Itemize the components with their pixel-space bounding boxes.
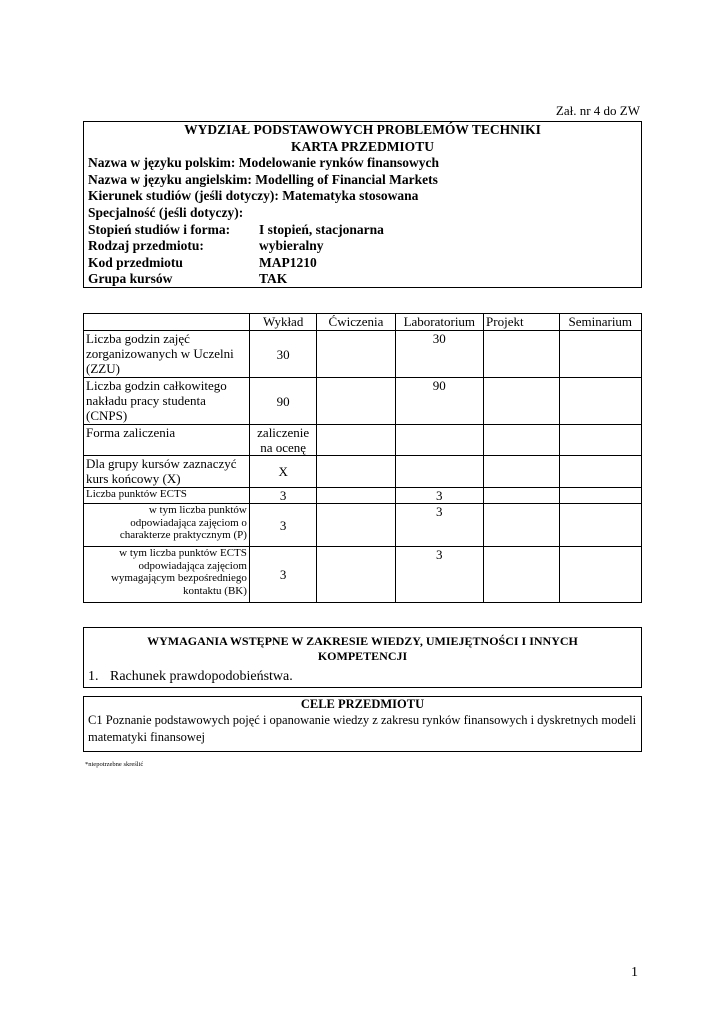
table-cell xyxy=(395,425,483,456)
row-label: w tym liczba punktów odpowiadająca zajęciom o charakterze praktycznym (P) xyxy=(84,504,250,547)
table-row xyxy=(84,504,642,547)
list-item-number: 1. xyxy=(88,669,99,684)
annex-label: Zał. nr 4 do ZW xyxy=(555,103,640,118)
column-header: Projekt xyxy=(484,314,560,331)
table-cell xyxy=(559,504,641,547)
study-level-row xyxy=(88,222,637,239)
table-cell xyxy=(559,331,641,378)
goals-text: C1 Poznanie podstawowych pojęć i opanowanie wiedzy z zakresu rynków finansowych i dyskretnych modeli matematyki finansowej xyxy=(88,713,637,744)
course-group-value: TAK xyxy=(259,271,288,287)
table-cell: 3 xyxy=(395,547,483,603)
list-item-text: Rachunek prawdopodobieństwa. xyxy=(110,669,293,684)
table-cell: zaliczenie na ocenę xyxy=(249,425,317,456)
table-cell xyxy=(317,488,395,504)
table-row xyxy=(84,456,642,488)
course-type-row xyxy=(88,238,637,255)
course-code-value: MAP1210 xyxy=(259,254,317,270)
field-of-study: Kierunek studiów (jeśli dotyczy): Matematyka stosowana xyxy=(88,188,419,204)
table-cell xyxy=(484,547,560,603)
course-code-label: Kod przedmiotu xyxy=(88,254,183,270)
card-title: KARTA PRZEDMIOTU xyxy=(291,138,434,154)
goals-title: CELE PRZEDMIOTU xyxy=(300,697,425,711)
table-cell xyxy=(317,547,395,603)
requirements-section xyxy=(83,627,642,688)
name-polish: Nazwa w języku polskim: Modelowanie rynków finansowych xyxy=(88,155,440,171)
table-row xyxy=(84,378,642,425)
column-header: Ćwiczenia xyxy=(317,314,395,331)
column-header: Wykład xyxy=(249,314,317,331)
goals-section xyxy=(83,696,642,752)
table-cell: 3 xyxy=(249,504,317,547)
table-row xyxy=(84,547,642,603)
table-cell xyxy=(317,456,395,488)
row-label: Liczba godzin zajęć zorganizowanych w Uczelni (ZZU) xyxy=(84,331,250,378)
table-cell xyxy=(559,488,641,504)
table-cell xyxy=(559,547,641,603)
footnote: *niepotrzebne skreślić xyxy=(85,761,144,768)
course-type-value: wybieralny xyxy=(259,238,324,254)
table-cell xyxy=(484,378,560,425)
row-label: Liczba godzin całkowitego nakładu pracy studenta (CNPS) xyxy=(84,378,250,425)
table-cell: 3 xyxy=(395,488,483,504)
row-label: w tym liczba punktów ECTS odpowiadająca zajęciom wymagającym bezpośredniego kontaktu (BK) xyxy=(84,547,250,603)
table-row xyxy=(84,425,642,456)
column-header: Laboratorium xyxy=(395,314,483,331)
requirements-title: WYMAGANIA WSTĘPNE W ZAKRESIE WIEDZY, UMIEJĘTNOŚCI I INNYCH KOMPETENCJI xyxy=(147,634,578,663)
study-level-value: I stopień, stacjonarna xyxy=(259,221,384,237)
table-cell xyxy=(317,331,395,378)
table-cell: 3 xyxy=(249,488,317,504)
specialization: Specjalność (jeśli dotyczy): xyxy=(88,204,244,220)
row-label: Liczba punktów ECTS xyxy=(84,488,250,504)
faculty-name: WYDZIAŁ PODSTAWOWYCH PROBLEMÓW TECHNIKI xyxy=(184,122,541,137)
row-label: Dla grupy kursów zaznaczyć kurs końcowy (X) xyxy=(84,456,250,488)
table-cell: 90 xyxy=(395,378,483,425)
course-code-row xyxy=(88,255,637,272)
table-cell xyxy=(484,488,560,504)
table-cell xyxy=(395,456,483,488)
table-cell xyxy=(559,378,641,425)
table-cell xyxy=(317,504,395,547)
table-cell: 30 xyxy=(249,331,317,378)
column-header xyxy=(84,314,250,331)
table-cell: 3 xyxy=(249,547,317,603)
table-cell xyxy=(484,456,560,488)
table-cell: 30 xyxy=(395,331,483,378)
table-cell: X xyxy=(249,456,317,488)
hours-table xyxy=(83,313,642,603)
table-cell xyxy=(317,425,395,456)
table-cell: 90 xyxy=(249,378,317,425)
table-cell xyxy=(484,331,560,378)
column-header: Seminarium xyxy=(559,314,641,331)
table-cell xyxy=(559,456,641,488)
table-cell xyxy=(559,425,641,456)
table-cell xyxy=(317,378,395,425)
name-english: Nazwa w języku angielskim: Modelling of Financial Markets xyxy=(88,171,438,187)
table-cell xyxy=(484,504,560,547)
row-label: Forma zaliczenia xyxy=(84,425,250,456)
course-header xyxy=(83,121,642,288)
table-cell xyxy=(484,425,560,456)
table-cell: 3 xyxy=(395,504,483,547)
list-item xyxy=(88,669,641,685)
table-row xyxy=(84,331,642,378)
study-level-label: Stopień studiów i forma: xyxy=(88,221,231,237)
page-number: 1 xyxy=(631,965,638,980)
course-group-label: Grupa kursów xyxy=(88,271,173,287)
table-row xyxy=(84,488,642,504)
table-header-row xyxy=(84,314,642,331)
course-type-label: Rodzaj przedmiotu: xyxy=(88,238,204,254)
course-group-row xyxy=(88,271,637,288)
